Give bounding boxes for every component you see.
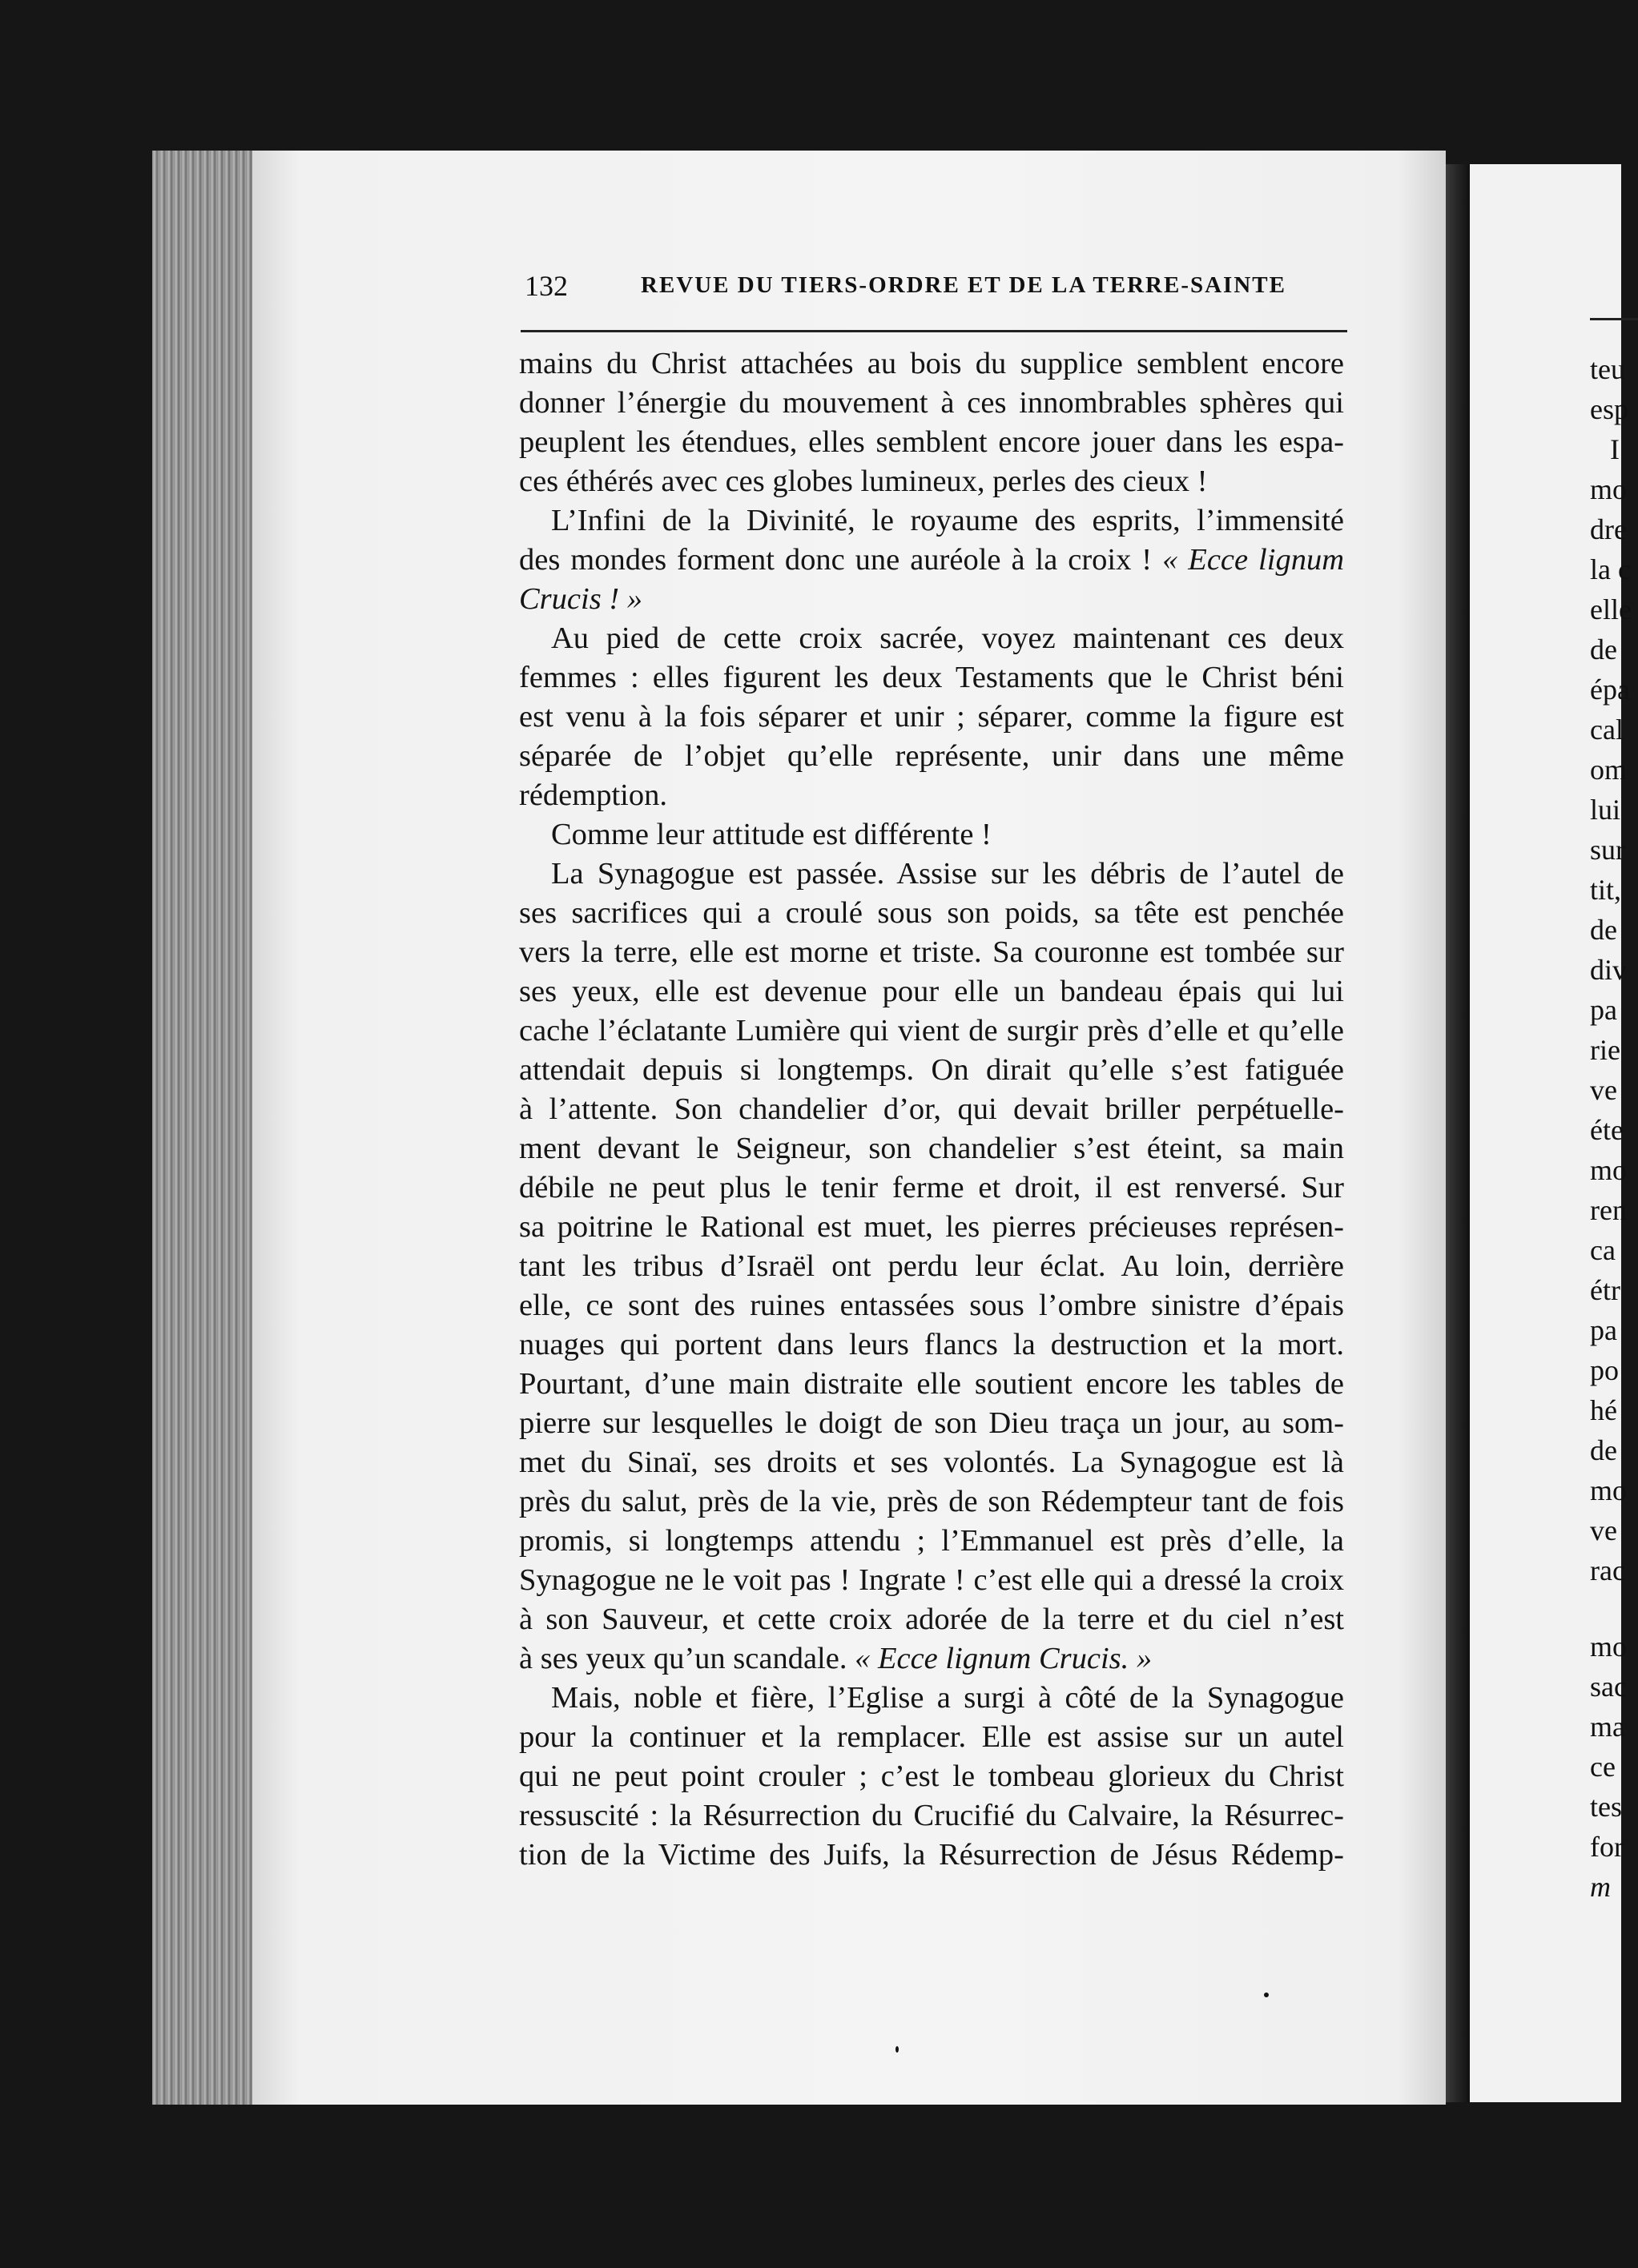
facing-page-fragment: po — [1590, 1354, 1619, 1386]
text-line: attendait depuis si longtemps. On dirait qu’elle s’est fatiguée — [519, 1053, 1344, 1087]
facing-page-header-rule — [1590, 318, 1638, 320]
page-number: 132 — [525, 270, 568, 302]
text-line: Synagogue ne le voit pas ! Ingrate ! c’est elle qui a dressé la croix — [519, 1563, 1344, 1597]
text-line: séparée de l’objet qu’elle représente, unir dans une même — [519, 739, 1344, 773]
facing-page-fragment: om — [1590, 754, 1628, 786]
text-line: met du Sinaï, ses droits et ses volontés. La Synagogue est là — [519, 1446, 1344, 1479]
text-line: ment devant le Seigneur, son chandelier s’est éteint, sa main — [519, 1132, 1344, 1165]
text-line: à ses yeux qu’un scandale. « Ecce lignum Crucis. » — [519, 1642, 1153, 1675]
text-line: pierre sur lesquelles le doigt de son Dieu traça un jour, au som- — [519, 1406, 1344, 1440]
text-line: promis, si longtemps attendu ; l’Emmanuel est près d’elle, la — [519, 1524, 1344, 1558]
text-line: mains du Christ attachées au bois du supplice semblent encore — [519, 347, 1344, 380]
text-line: ses yeux, elle est devenue pour elle un bandeau épais qui lui — [519, 975, 1344, 1008]
text-line: sa poitrine le Rational est muet, les pierres précieuses représen- — [519, 1210, 1344, 1244]
facing-page-fragment: pa — [1590, 1314, 1617, 1346]
facing-page-fragment: I — [1610, 433, 1620, 465]
text-line: tion de la Victime des Juifs, la Résurrection de Jésus Rédemp- — [519, 1838, 1344, 1872]
facing-page-fragment: mo — [1590, 1154, 1628, 1186]
book-page-edges — [152, 151, 256, 2105]
text-line: rédemption. — [519, 778, 667, 812]
facing-page-fragment: pa — [1590, 994, 1617, 1026]
body-text — [519, 344, 1344, 1875]
facing-page-fragment: cal — [1590, 714, 1624, 746]
facing-page-fragment: épa — [1590, 674, 1630, 706]
text-line: donner l’énergie du mouvement à ces innombrables sphères qui — [519, 386, 1344, 420]
text-line: des mondes forment donc une auréole à la croix ! « Ecce lignum — [519, 543, 1344, 577]
text-line: Pourtant, d’une main distraite elle soutient encore les tables de — [519, 1367, 1344, 1401]
text-line: Comme leur attitude est différente ! — [551, 818, 992, 851]
facing-page-fragment: tes — [1590, 1791, 1622, 1823]
facing-page — [1470, 164, 1632, 2102]
facing-page-fragment: la c — [1590, 553, 1631, 585]
facing-page-fragment: ve — [1590, 1514, 1617, 1546]
facing-page-fragment: tit, — [1590, 874, 1622, 906]
facing-page-fragment: for — [1590, 1831, 1624, 1863]
facing-page-fragment: étr — [1590, 1274, 1620, 1306]
facing-page-fragment: éte — [1590, 1114, 1624, 1146]
facing-page-fragment: lui — [1590, 794, 1621, 826]
ink-speck — [895, 2046, 899, 2053]
text-line: cache l’éclatante Lumière qui vient de surgir près d’elle et qu’elle — [519, 1014, 1344, 1048]
facing-page-fragment: div — [1590, 954, 1628, 986]
facing-page-fragment: de — [1590, 633, 1617, 666]
text-line: Crucis ! » — [519, 582, 642, 616]
facing-page-fragment: ca — [1590, 1234, 1616, 1266]
book-gutter — [1446, 164, 1470, 2102]
facing-page-fragment: mo — [1590, 1631, 1628, 1663]
text-line: qui ne peut point crouler ; c’est le tombeau glorieux du Christ — [519, 1759, 1344, 1793]
text-line: près du salut, près de la vie, près de son Rédempteur tant de fois — [519, 1485, 1344, 1518]
facing-page-fragment: de — [1590, 1434, 1617, 1466]
text-line: tant les tribus d’Israël ont perdu leur éclat. Au loin, derrière — [519, 1249, 1344, 1283]
facing-page-fragment: mo — [1590, 1474, 1628, 1506]
text-line: vers la terre, elle est morne et triste. Sa couronne est tombée sur — [519, 935, 1344, 969]
text-line: pour la continuer et la remplacer. Elle est assise sur un autel — [519, 1720, 1344, 1754]
text-line: L’Infini de la Divinité, le royaume des esprits, l’immensité — [551, 504, 1344, 537]
facing-page-fragment: dre — [1590, 513, 1627, 545]
facing-page-fragment: esp — [1590, 393, 1628, 425]
text-line: femmes : elles figurent les deux Testaments que le Christ béni — [519, 661, 1344, 694]
header-rule — [521, 330, 1347, 332]
facing-page-fragment: m — [1590, 1871, 1611, 1903]
text-line: La Synagogue est passée. Assise sur les débris de l’autel de — [551, 857, 1344, 891]
text-line: ressuscité : la Résurrection du Crucifié du Calvaire, la Résurrec- — [519, 1799, 1344, 1832]
facing-page-fragment: elle — [1590, 593, 1632, 625]
text-line: débile ne peut plus le tenir ferme et droit, il est renversé. Sur — [519, 1171, 1344, 1204]
facing-page-fragment: ren — [1590, 1194, 1627, 1226]
text-line: est venu à la fois séparer et unir ; séparer, comme la figure est — [519, 700, 1344, 734]
facing-page-fragment: de — [1590, 914, 1617, 946]
facing-page-fragment: sur — [1590, 834, 1625, 866]
facing-page-fragment: sac — [1590, 1671, 1627, 1703]
facing-page-fragment: mo — [1590, 473, 1628, 505]
facing-page-fragment: ce — [1590, 1751, 1616, 1783]
page-header — [525, 269, 1346, 309]
text-line: elle, ce sont des ruines entassées sous l’ombre sinistre d’épais — [519, 1289, 1344, 1322]
text-line: ces éthérés avec ces globes lumineux, perles des cieux ! — [519, 464, 1208, 498]
text-line: à son Sauveur, et cette croix adorée de la terre et du ciel n’est — [519, 1602, 1344, 1636]
text-line: ses sacrifices qui a croulé sous son poids, sa tête est penchée — [519, 896, 1344, 930]
facing-page-fragment: rie — [1590, 1034, 1620, 1066]
text-line: peuplent les étendues, elles semblent encore jouer dans les espa- — [519, 425, 1344, 459]
facing-page-fragment: ma — [1590, 1711, 1625, 1743]
text-line: nuages qui portent dans leurs flancs la destruction et la mort. — [519, 1328, 1344, 1361]
text-line: Mais, noble et fière, l’Eglise a surgi à côté de la Synagogue — [551, 1681, 1344, 1715]
facing-page-fragment: teu — [1590, 353, 1625, 385]
facing-page-fragment: hé — [1590, 1394, 1617, 1426]
text-line: Au pied de cette croix sacrée, voyez maintenant ces deux — [551, 621, 1344, 655]
text-line: à l’attente. Son chandelier d’or, qui devait briller perpétuelle- — [519, 1092, 1344, 1126]
ink-speck — [1264, 1993, 1269, 1997]
facing-page-fragment: rac — [1590, 1554, 1625, 1586]
running-title: REVUE DU TIERS-ORDRE ET DE LA TERRE-SAINTE — [641, 272, 1286, 298]
facing-page-fragment: ve — [1590, 1074, 1617, 1106]
